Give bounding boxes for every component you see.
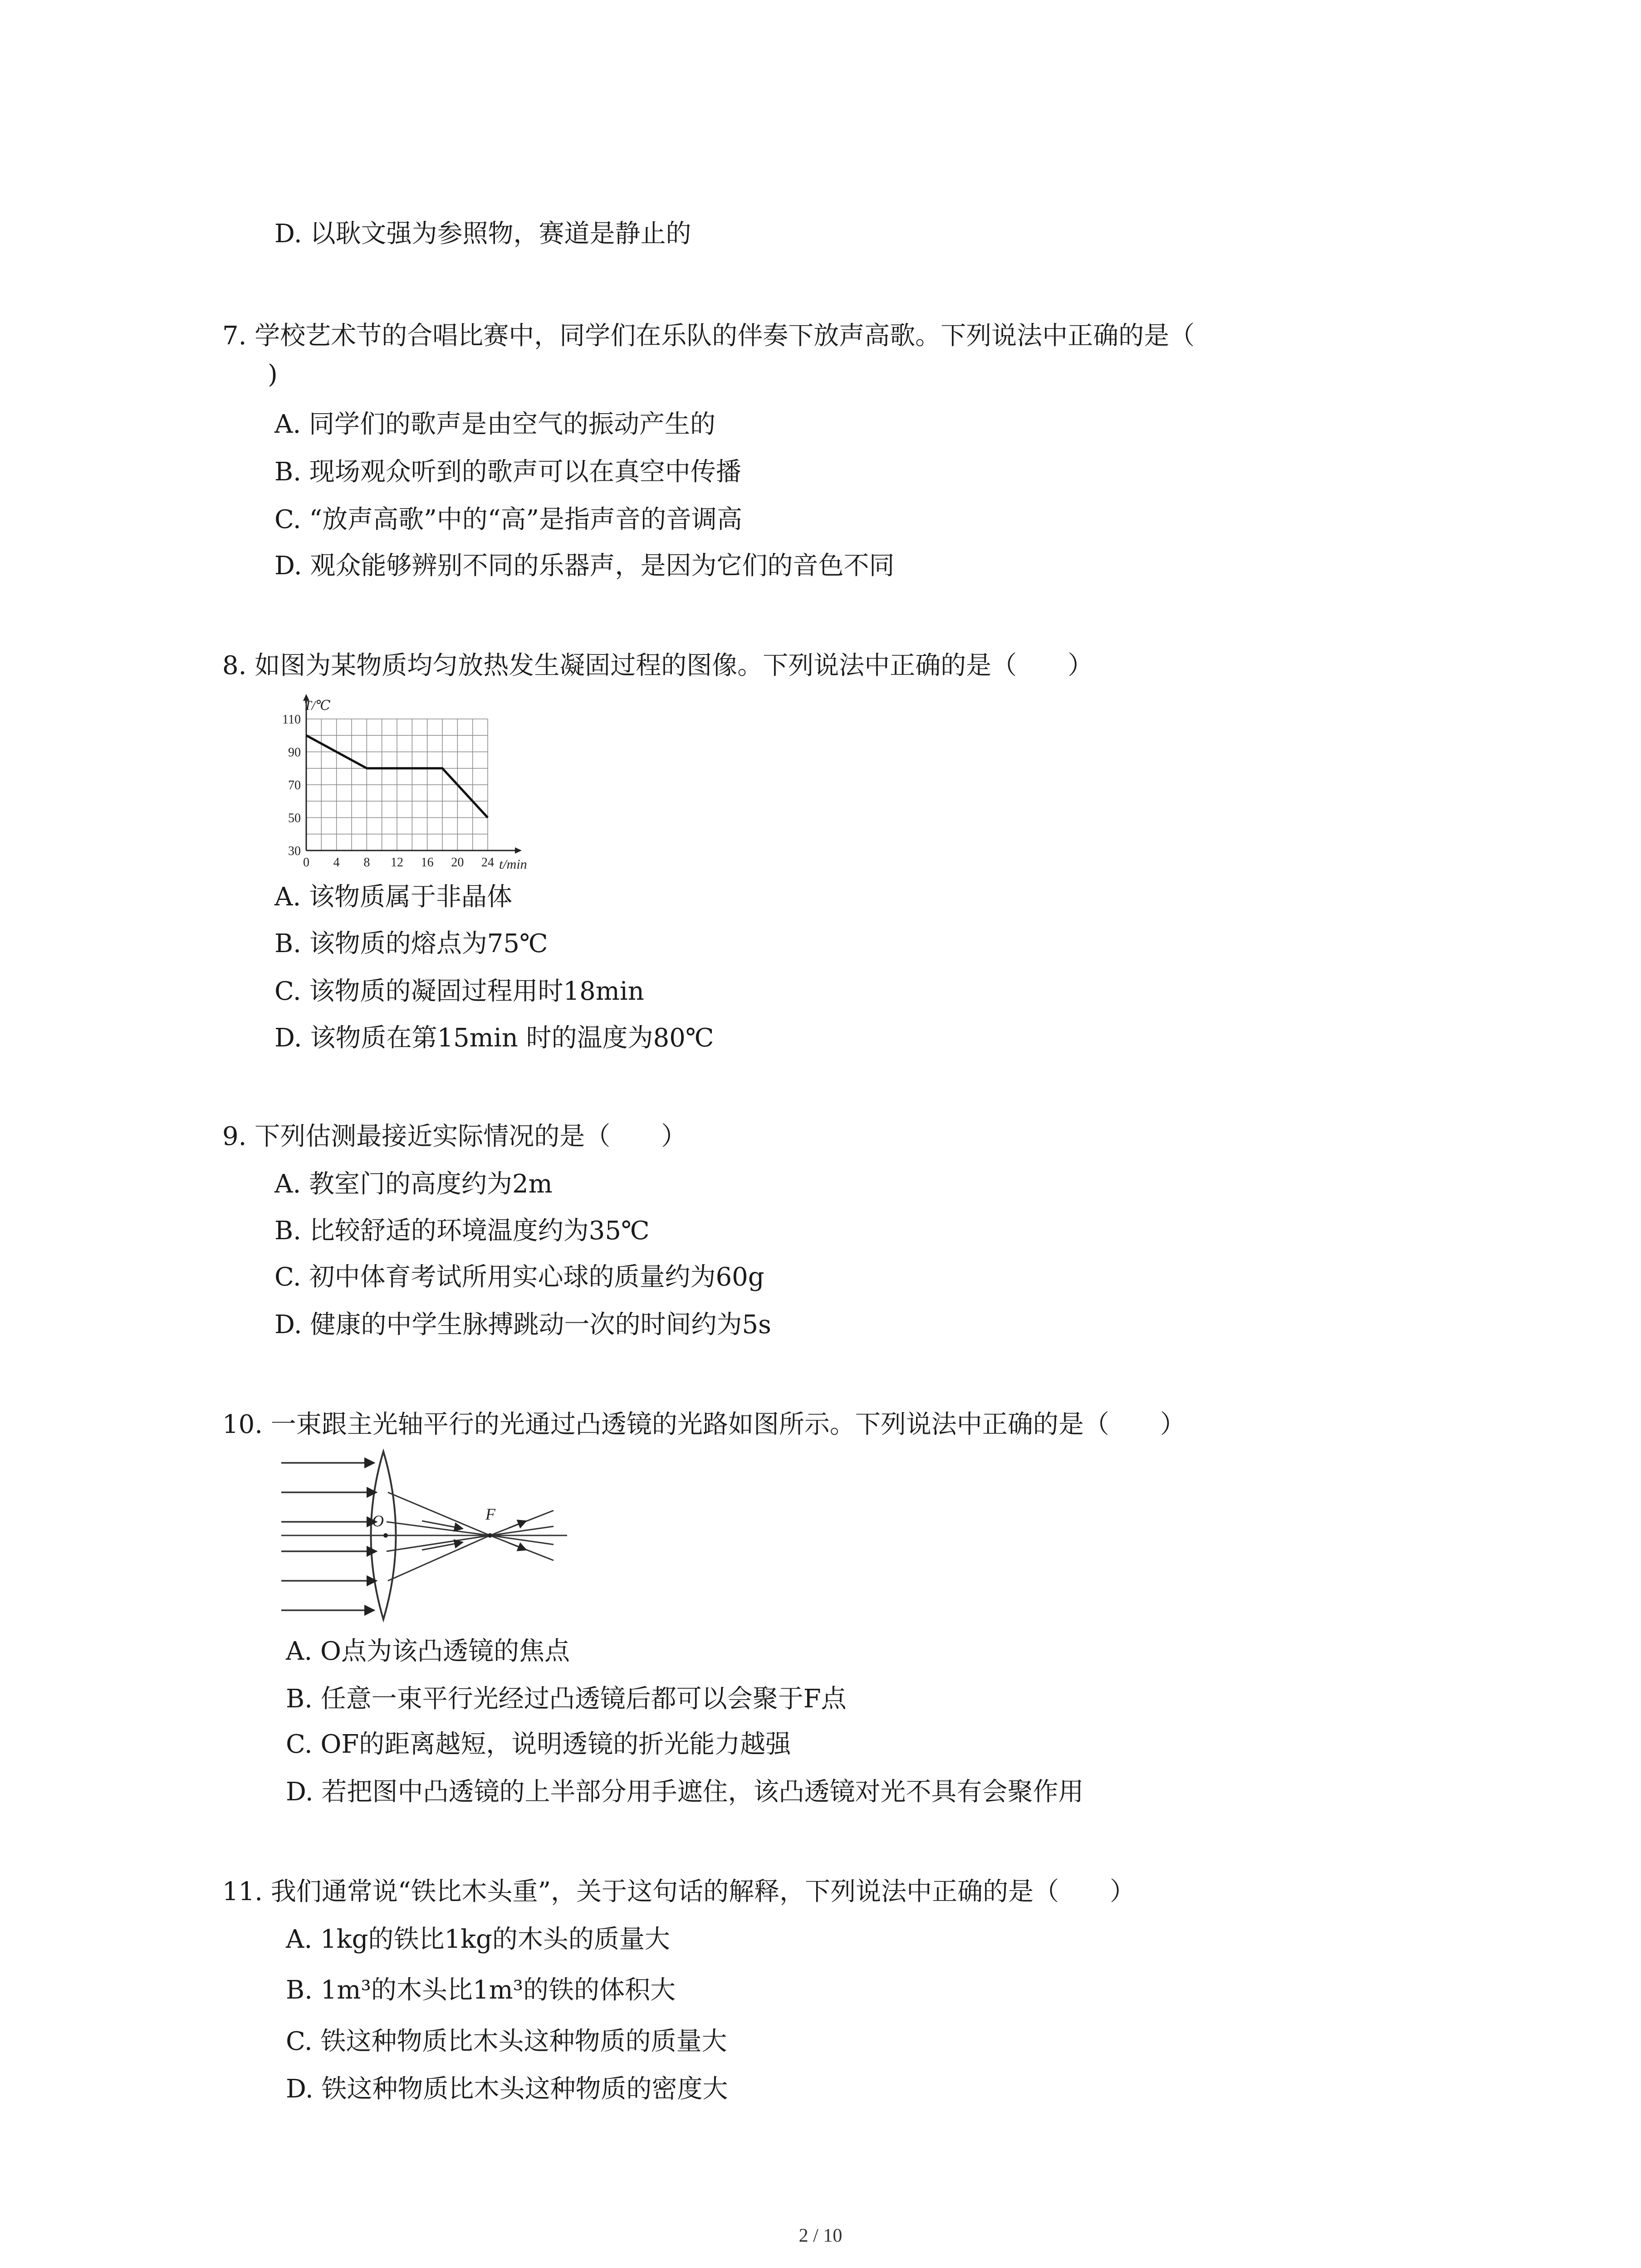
x-axis-label: t/min bbox=[499, 857, 527, 872]
q10-option-d: D. 若把图中凸透镜的上半部分用手遮住，该凸透镜对光不具有会聚作用 bbox=[286, 1777, 1084, 1807]
x-tick-label: 24 bbox=[481, 855, 494, 870]
y-tick-label: 70 bbox=[288, 778, 301, 792]
q7-stem-line1: 7. 学校艺术节的合唱比赛中，同学们在乐队的伴奏下放声高歌。下列说法中正确的是（ bbox=[222, 321, 1195, 351]
y-axis-label: T/℃ bbox=[304, 698, 331, 713]
chart-grid bbox=[306, 719, 488, 850]
q7-stem-line2: ) bbox=[268, 360, 278, 389]
q8-option-a: A. 该物质属于非晶体 bbox=[274, 882, 513, 912]
x-tick-label: 8 bbox=[363, 855, 370, 870]
q7-option-c: C. “放声高歌”中的“高”是指声音的音调高 bbox=[274, 505, 742, 534]
cooling-curve-chart bbox=[254, 689, 554, 880]
focus-label: F bbox=[485, 1505, 495, 1523]
q8-option-d: D. 该物质在第15min 时的温度为80℃ bbox=[274, 1023, 714, 1053]
q11-option-b: B. 1m³的木头比1m³的铁的体积大 bbox=[286, 1975, 676, 2005]
q6-option-d: D. 以耿文强为参照物，赛道是静止的 bbox=[274, 219, 691, 249]
q9-option-d: D. 健康的中学生脉搏跳动一次的时间约为5s bbox=[274, 1310, 771, 1339]
convex-lens-diagram bbox=[272, 1445, 572, 1626]
q7-option-d: D. 观众能够辨别不同的乐器声，是因为它们的音色不同 bbox=[274, 551, 895, 581]
q7-option-a: A. 同学们的歌声是由空气的振动产生的 bbox=[274, 410, 716, 439]
x-tick-label: 16 bbox=[421, 855, 434, 870]
q11-stem: 11. 我们通常说“铁比木头重”，关于这句话的解释，下列说法中正确的是（ ） bbox=[222, 1877, 1136, 1906]
q9-option-a: A. 教室门的高度约为2m bbox=[274, 1169, 553, 1199]
x-axis-arrow bbox=[515, 847, 522, 854]
x-tick-label: 12 bbox=[391, 855, 403, 870]
q10-option-c: C. OF的距离越短，说明透镜的折光能力越强 bbox=[286, 1730, 791, 1759]
y-tick-label: 90 bbox=[288, 745, 301, 760]
q8-option-b: B. 该物质的熔点为75℃ bbox=[274, 929, 548, 958]
x-tick-label: 0 bbox=[303, 855, 309, 870]
page-number: 2 / 10 bbox=[798, 2225, 843, 2246]
q9-option-b: B. 比较舒适的环境温度约为35℃ bbox=[274, 1216, 650, 1246]
y-tick-label: 50 bbox=[288, 811, 301, 826]
refracted-rays bbox=[387, 1492, 554, 1581]
q9-stem: 9. 下列估测最接近实际情况的是（ ） bbox=[222, 1122, 687, 1151]
q8-stem: 8. 如图为某物质均匀放热发生凝固过程的图像。下列说法中正确的是（ ） bbox=[222, 651, 1093, 680]
lens-center-label: O bbox=[372, 1512, 384, 1530]
y-tick-label: 30 bbox=[288, 844, 301, 858]
q9-option-c: C. 初中体育考试所用实心球的质量约为60g bbox=[274, 1262, 764, 1292]
q7-option-b: B. 现场观众听到的歌声可以在真空中传播 bbox=[274, 457, 741, 487]
q10-stem: 10. 一束跟主光轴平行的光通过凸透镜的光路如图所示。下列说法中正确的是（ ） bbox=[222, 1410, 1185, 1439]
q11-option-d: D. 铁这种物质比木头这种物质的密度大 bbox=[286, 2074, 728, 2104]
q10-option-a: A. O点为该凸透镜的焦点 bbox=[286, 1637, 570, 1666]
y-tick-label: 110 bbox=[282, 713, 301, 727]
q8-option-c: C. 该物质的凝固过程用时18min bbox=[274, 977, 644, 1006]
q11-option-c: C. 铁这种物质比木头这种物质的质量大 bbox=[286, 2027, 727, 2056]
incident-rays bbox=[281, 1463, 377, 1610]
x-tick-label: 20 bbox=[451, 855, 464, 870]
q10-option-b: B. 任意一束平行光经过凸透镜后都可以会聚于F点 bbox=[286, 1684, 847, 1714]
x-tick-label: 4 bbox=[333, 855, 340, 870]
q11-option-a: A. 1kg的铁比1kg的木头的质量大 bbox=[286, 1925, 670, 1954]
